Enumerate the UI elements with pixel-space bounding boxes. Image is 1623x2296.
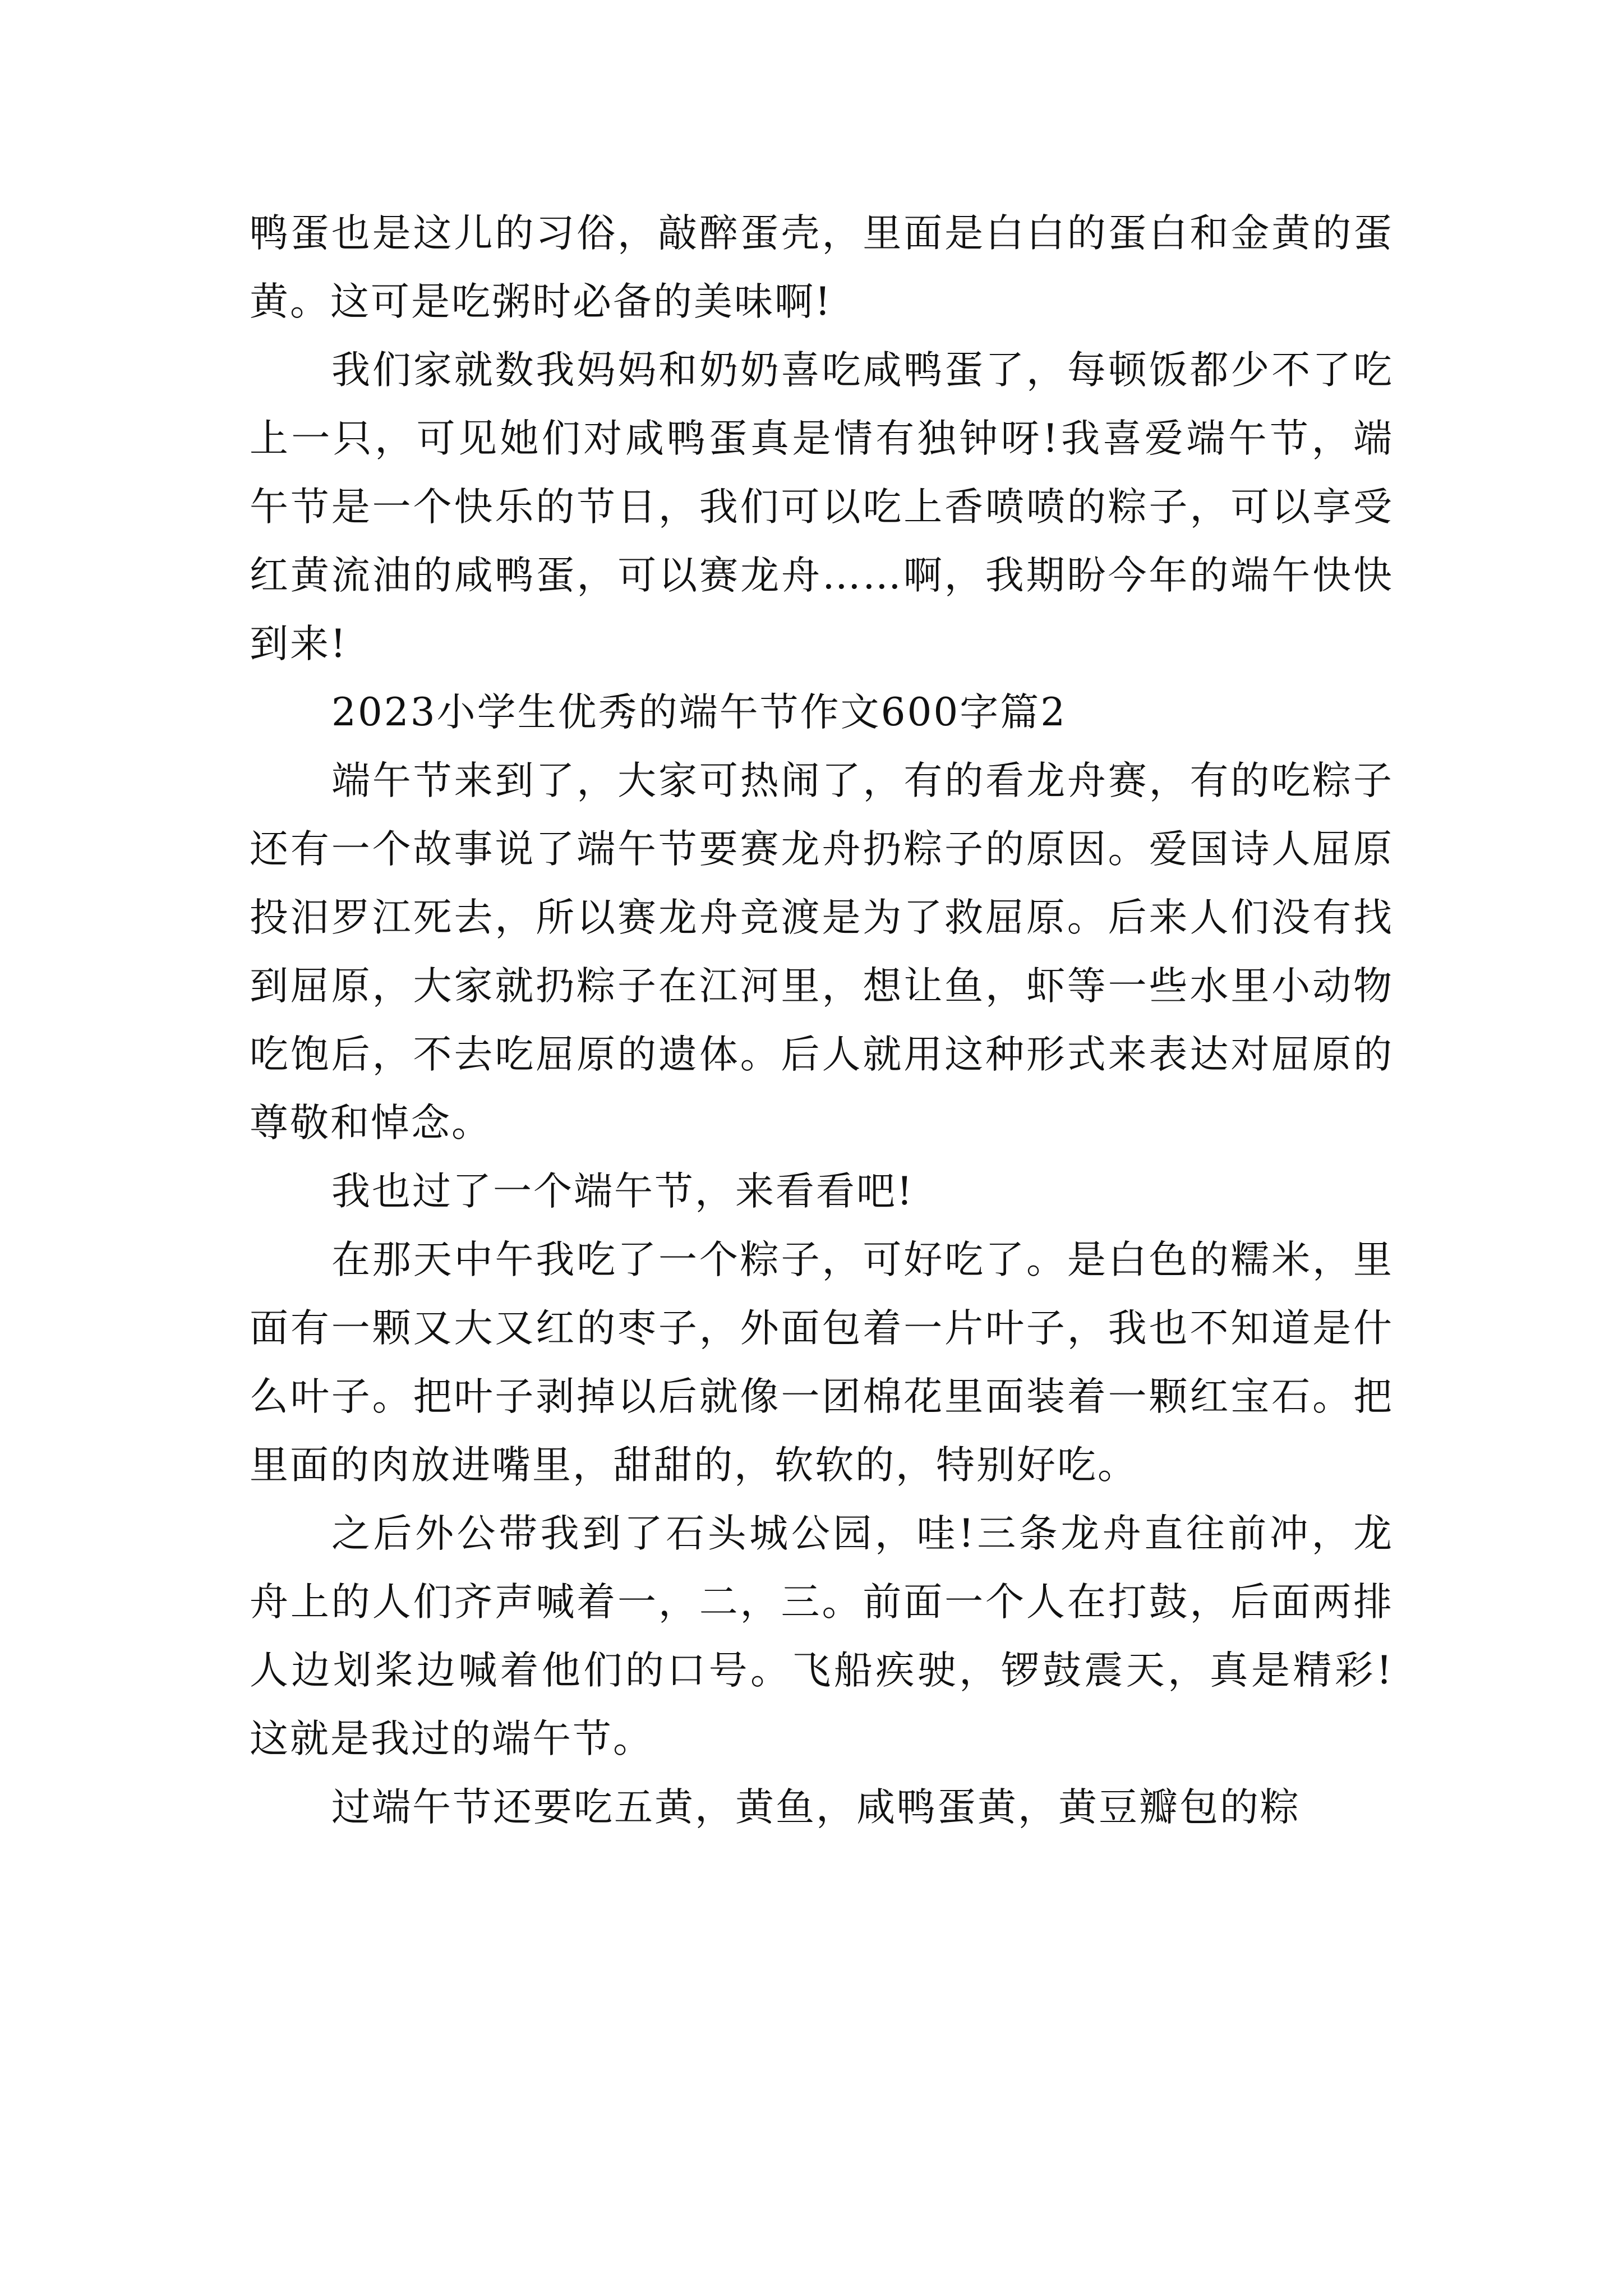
paragraph-zongzi: 在那天中午我吃了一个粽子，可好吃了。是白色的糯米，里面有一颗又大又红的枣子，外面包着一片叶子，我也不知道是什么叶子。把叶子剥掉以后就像一团棉花里面装着一颗红宝石。把里面的肉放进嘴里，甜甜的，软软的，特别好吃。 bbox=[250, 1237, 1394, 1488]
paragraph-dragon-boat-race: 之后外公带我到了石头城公园，哇!三条龙舟直往前冲，龙舟上的人们齐声喊着一，二，三。前面一个人在打鼓，后面两排人边划桨边喊着他们的口号。飞船疾驶，锣鼓震天，真是精彩!这就是我过的端午节。 bbox=[250, 1511, 1394, 1761]
paragraph-family-salted-egg: 我们家就数我妈妈和奶奶喜吃咸鸭蛋了，每顿饭都少不了吃上一只，可见她们对咸鸭蛋真是情有独钟呀!我喜爱端午节，端午节是一个快乐的节日，我们可以吃上香喷喷的粽子，可以享受红黄流油的咸鸭蛋，可以赛龙舟……啊，我期盼今年的端午快快到来! bbox=[250, 348, 1394, 666]
paragraph-five-yellows: 过端午节还要吃五黄，黄鱼，咸鸭蛋黄，黄豆瓣包的粽 bbox=[331, 1785, 1301, 1830]
paragraph-dragon-boat-story: 端午节来到了，大家可热闹了，有的看龙舟赛，有的吃粽子还有一个故事说了端午节要赛龙舟扔粽子的原因。爱国诗人屈原投汨罗江死去，所以赛龙舟竞渡是为了救屈原。后来人们没有找到屈原，大家就扔粽子在江河里，想让鱼，虾等一些水里小动物吃饱后，不去吃屈原的遗体。后人就用这种形式来表达对屈原的尊敬和悼念。 bbox=[250, 758, 1394, 1145]
document-page bbox=[250, 199, 1394, 1842]
essay-heading: 2023小学生优秀的端午节作文600字篇2 bbox=[331, 690, 1067, 735]
paragraph-salted-egg-custom: 鸭蛋也是这儿的习俗，敲醉蛋壳，里面是白白的蛋白和金黄的蛋黄。这可是吃粥时必备的美味啊! bbox=[250, 211, 1394, 324]
paragraph-my-festival: 我也过了一个端午节，来看看吧! bbox=[331, 1169, 914, 1214]
